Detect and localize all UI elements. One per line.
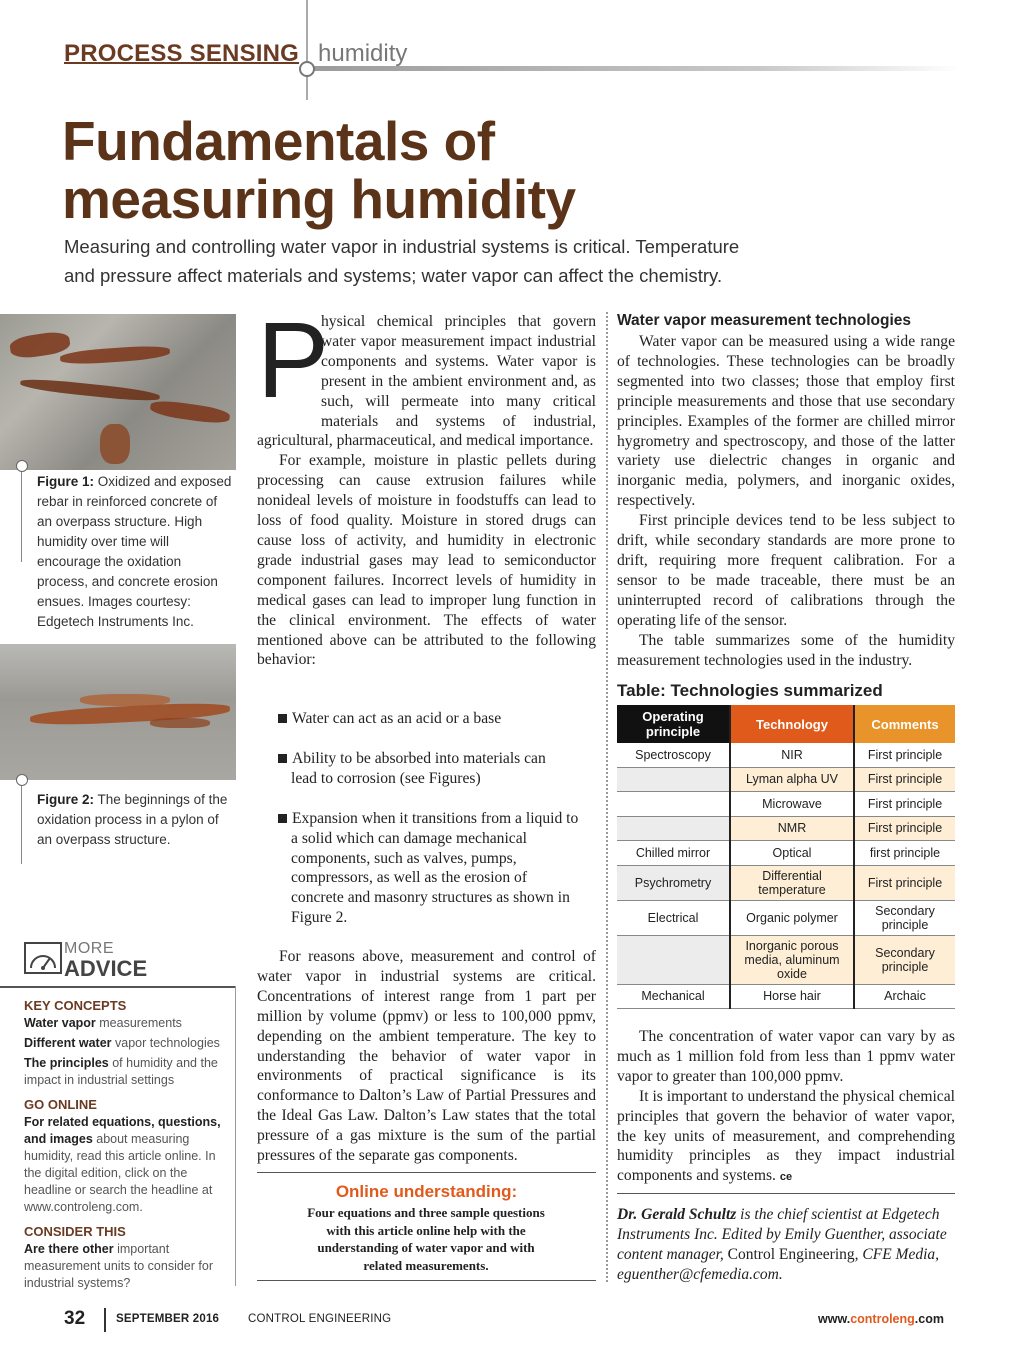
gauge-icon: [24, 942, 62, 974]
bio-rule: [617, 1193, 955, 1194]
column-2-text: [617, 332, 955, 670]
figure-2-caption: [37, 790, 233, 850]
figure-2-callout-dot: [16, 774, 28, 786]
figure-1-callout-line: [21, 466, 22, 562]
table-row: Chilled mirror Optical first principle: [617, 841, 955, 866]
page-number: 32: [64, 1308, 86, 1329]
table-title: Table: Technologies summarized: [617, 681, 883, 700]
table-header-technology: Technology: [730, 705, 854, 743]
table-header-comments: Comments: [854, 705, 955, 743]
column-2-paragraph-5: It is important to understand the physical chemical principles that govern the behavior of water vapor, the key units of measurement, and comprehending humidity principles as they impact industrial components and systems. ce: [617, 1087, 955, 1185]
more-label: MORE: [64, 940, 114, 957]
header-circle-ornament: [299, 61, 315, 77]
figure-1-text: Oxidized and exposed rebar in reinforced concrete of an overpass structure. High humidity over time will encourage the oxidation process, and concrete erosion ensues. Images courtesy: Edgetech Instruments Inc.: [37, 474, 232, 629]
table-row: Inorganic porous media, aluminum oxide Secondary principle: [617, 935, 955, 984]
table-row: Lyman alpha UV First principle: [617, 767, 955, 792]
figure-1-label: Figure 1:: [37, 474, 95, 489]
topic-label: humidity: [318, 40, 408, 67]
key-concept-3: The principles of humidity and the impact in industrial settings: [24, 1056, 218, 1087]
table-row: Psychrometry Differential temperature First principle: [617, 865, 955, 900]
table-header-principle: Operating principle: [617, 705, 730, 743]
website-link[interactable]: www.controleng.com: [818, 1312, 944, 1326]
header-vertical-rule: [306, 0, 308, 100]
column-2-bottom-text: [617, 1027, 955, 1188]
online-box-bottom-rule: [257, 1280, 596, 1281]
article-deck: [64, 232, 824, 290]
column-1-bottom-text: [257, 947, 596, 1166]
figure-1-callout-dot: [16, 460, 28, 472]
end-mark: ce: [779, 1171, 793, 1184]
consider-this-heading: CONSIDER THIS: [24, 1224, 126, 1239]
column-1-paragraph-3: For reasons above, measurement and control of water vapor in industrial systems are critical. Concentrations of interest range from 1 part per million by volume (ppmv) or less to 100,000 ppmv, depending on the ambient temperature. The key to understanding the behavior of water vapor in environments of practical significance is its conformance to Dalton’s Law of Partial Pressures and the Ideal Gas Law. Dalton’s Law states that the total pressure of a gas mixture is the sum of the partial pressures of the separate gas components.: [257, 948, 596, 1165]
online-understanding-heading: Online understanding:: [335, 1182, 518, 1201]
technologies-table: [617, 705, 955, 1009]
go-online-heading: GO ONLINE: [24, 1097, 97, 1112]
go-online-text: For related equations, questions, and images about measuring humidity, read this article online. In the digital edition, click on the headline or search the headline at www.controleng.com.: [24, 1115, 221, 1214]
sidebar-vertical-rule: [235, 986, 236, 1286]
column-1-text: [257, 299, 596, 670]
column-2-paragraph-3: The table summarizes some of the humidity measurement technologies used in the industry.: [617, 631, 955, 669]
drop-cap: P: [257, 299, 330, 420]
deck-line-1: Measuring and controlling water vapor in industrial systems is critical. Temperature: [64, 236, 740, 257]
table-row: Mechanical Horse hair Archaic: [617, 984, 955, 1009]
column-divider: [606, 312, 608, 1282]
figure-2-photo: [0, 644, 236, 780]
publication-name: CONTROL ENGINEERING: [248, 1313, 392, 1325]
key-concepts-heading: KEY CONCEPTS: [24, 998, 127, 1013]
footer-divider: [104, 1308, 106, 1332]
table-row: Microwave First principle: [617, 792, 955, 817]
column-2-paragraph-4: The concentration of water vapor can vary by as much as 1 million fold from less than 1 ppmv water vapor to greater than 100,000 ppmv.: [617, 1028, 955, 1085]
figure-2-text: The beginnings of the oxidation process in a pylon of an overpass structure.: [37, 792, 228, 847]
table-row: Spectroscopy NIR First principle: [617, 743, 955, 767]
deck-line-2: and pressure affect materials and systems; water vapor can affect the chemistry.: [64, 265, 723, 286]
key-concept-2: Different water vapor technologies: [24, 1036, 220, 1050]
author-bio: Dr. Gerald Schultz is the chief scientist at Edgetech Instruments Inc. Edited by Emily Guenther, associate content manager, Control Engineering, CFE Media, eguenther@cfemedia.com.: [617, 1206, 947, 1283]
bullet-item-3: Expansion when it transitions from a liquid to a solid which can damage mechanical components, such as valves, pumps, compressors, as well as the erosion of concrete and masonry structures as shown in Figure 2.: [278, 809, 581, 928]
bullet-list: [278, 709, 578, 928]
article-title: Fundamentals of measuring humidity: [62, 110, 576, 230]
bullet-item-1: Water can act as an acid or a base: [278, 709, 578, 729]
table-row: Electrical Organic polymer Secondary principle: [617, 900, 955, 935]
table-row: NMR First principle: [617, 816, 955, 841]
key-concepts-box: [24, 998, 230, 1292]
more-advice-banner: [24, 942, 236, 984]
column-1-paragraph-1: hysical chemical principles that govern water vapor measurement impact industrial components and systems. Water vapor is present in the ambient environment and, as such, will permeate into many critical materials and systems of industrial, agricultural, pharmaceutical, and medical importance.: [257, 313, 596, 450]
online-box-top-rule: [257, 1172, 596, 1173]
column-2-paragraph-1: Water vapor can be measured using a wide range of technologies. These technologies can be broadly segmented into two classes; those that employ first principle measurements and those that use secondary principles. Examples of the former are chilled mirror hygrometry and spectroscopy, and those of the latter variety use dielectric changes in organic and inorganic media, polymers, and inorganic oxides, respectively.: [617, 333, 955, 510]
column-2-paragraph-2: First principle devices tend to be less subject to drift, while secondary standards are more prone to drift, requiring more frequent calibration. For a sensor to be made traceable, there must be an uninterrupted record of calibrations through the operating life of the sensor.: [617, 512, 955, 629]
consider-this-text: Are there other important measurement units to consider for industrial systems?: [24, 1242, 213, 1290]
figure-1-caption: [37, 472, 233, 632]
figure-2-callout-line: [21, 782, 22, 864]
key-concept-1: Water vapor measurements: [24, 1016, 182, 1030]
figure-2-label: Figure 2:: [37, 792, 95, 807]
bullet-item-2: Ability to be absorbed into materials can lead to corrosion (see Figures): [278, 749, 561, 789]
online-understanding-text: Four equations and three sample questions with this article online help with the understanding of water vapor and with related measurements.: [307, 1205, 545, 1273]
section-label: PROCESS SENSING: [64, 40, 300, 67]
column-1-paragraph-2: For example, moisture in plastic pellets during processing can cause extrusion failures while nonideal levels of moisture in foodstuffs can lead to loss of food quality. Moisture in stored drugs can cause loss of activity, and humidity in electronic grade industrial gases may lead to semiconductor component failures. Incorrect levels of humidity in medical gases can lead to improper lung function in the clinical environment. The effects of water mentioned above can be attributed to the following behavior:: [257, 452, 596, 669]
technologies-heading: Water vapor measurement technologies: [617, 312, 912, 329]
sidebar-rule: [0, 986, 236, 988]
issue-date: SEPTEMBER 2016: [116, 1313, 220, 1325]
advice-label: ADVICE: [64, 956, 148, 981]
figure-1-photo: [0, 314, 236, 470]
